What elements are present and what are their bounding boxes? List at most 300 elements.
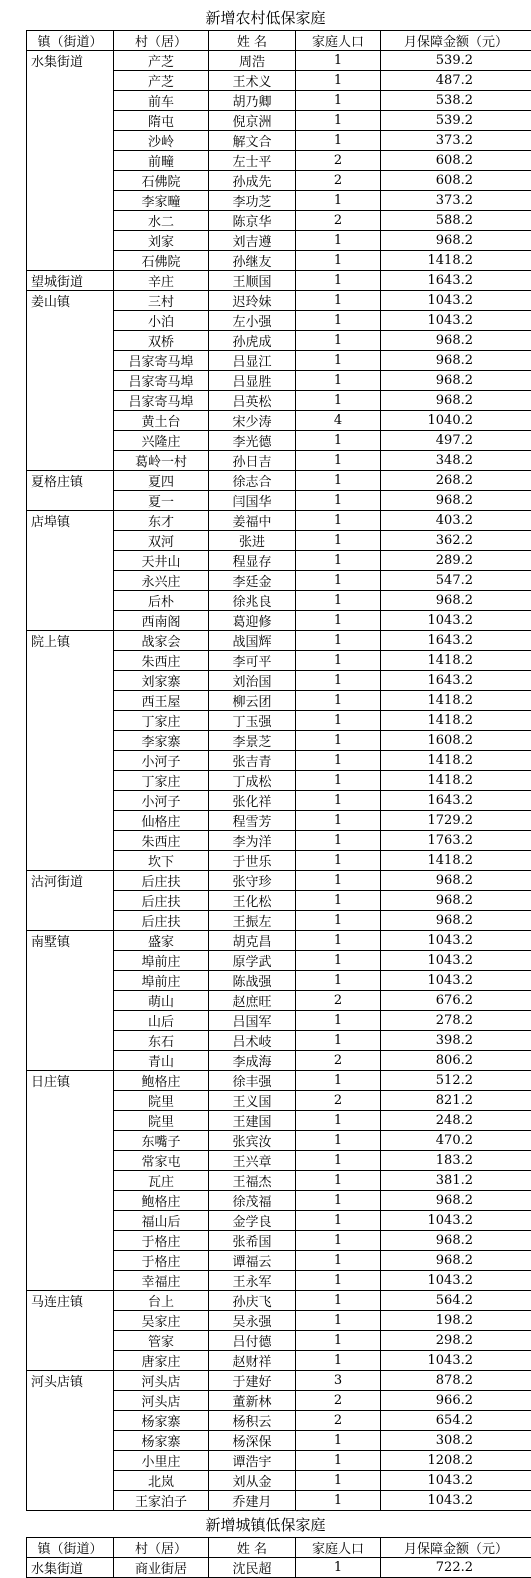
household-size-cell: 1	[296, 591, 381, 611]
monthly-amount-cell: 198.2	[381, 1311, 531, 1331]
monthly-amount-cell: 968.2	[381, 491, 531, 511]
monthly-amount-cell: 1643.2	[381, 791, 531, 811]
monthly-amount-cell: 608.2	[381, 171, 531, 191]
name-cell: 于建好	[209, 1371, 296, 1391]
village-cell: 天井山	[114, 551, 209, 571]
monthly-amount-cell: 381.2	[381, 1171, 531, 1191]
name-cell: 赵庶旺	[209, 991, 296, 1011]
village-cell: 隋屯	[114, 111, 209, 131]
monthly-amount-cell: 1043.2	[381, 1211, 531, 1231]
household-size-cell: 1	[296, 371, 381, 391]
name-cell: 董新林	[209, 1391, 296, 1411]
village-cell: 东嘴子	[114, 1131, 209, 1151]
monthly-amount-cell: 968.2	[381, 911, 531, 931]
household-size-cell: 1	[296, 1431, 381, 1451]
name-cell: 于世乐	[209, 851, 296, 871]
monthly-amount-cell: 403.2	[381, 511, 531, 531]
village-cell: 吕家寄马埠	[114, 351, 209, 371]
village-cell: 台上	[114, 1291, 209, 1311]
household-size-cell: 1	[296, 71, 381, 91]
household-size-cell: 1	[296, 971, 381, 991]
name-cell: 张希国	[209, 1231, 296, 1251]
monthly-amount-cell: 1418.2	[381, 771, 531, 791]
name-cell: 张守珍	[209, 871, 296, 891]
household-size-cell: 1	[296, 1011, 381, 1031]
table-row	[27, 471, 531, 491]
household-size-cell: 1	[296, 511, 381, 531]
urban-header-row	[27, 1538, 531, 1558]
village-cell: 沙岭	[114, 131, 209, 151]
urban-table-title: 新增城镇低保家庭	[0, 1513, 531, 1537]
monthly-amount-cell: 968.2	[381, 1191, 531, 1211]
name-cell: 丁玉强	[209, 711, 296, 731]
village-cell: 水二	[114, 211, 209, 231]
village-cell: 丁家庄	[114, 771, 209, 791]
table-row	[27, 291, 531, 311]
header-monthly-amount: 月保障金额（元）	[381, 1538, 531, 1558]
name-cell: 李光德	[209, 431, 296, 451]
household-size-cell: 1	[296, 1311, 381, 1331]
name-cell: 王化松	[209, 891, 296, 911]
village-cell: 埠前庄	[114, 951, 209, 971]
monthly-amount-cell: 968.2	[381, 591, 531, 611]
monthly-amount-cell: 1608.2	[381, 731, 531, 751]
village-cell: 管家	[114, 1331, 209, 1351]
village-cell: 丁家庄	[114, 711, 209, 731]
village-cell: 刘家寨	[114, 671, 209, 691]
village-cell: 东石	[114, 1031, 209, 1051]
monthly-amount-cell: 398.2	[381, 1031, 531, 1051]
monthly-amount-cell: 1418.2	[381, 851, 531, 871]
village-cell: 仙格庄	[114, 811, 209, 831]
name-cell: 孙日吉	[209, 451, 296, 471]
monthly-amount-cell: 821.2	[381, 1091, 531, 1111]
monthly-amount-cell: 1043.2	[381, 951, 531, 971]
village-cell: 常家屯	[114, 1151, 209, 1171]
village-cell: 萌山	[114, 991, 209, 1011]
monthly-amount-cell: 654.2	[381, 1411, 531, 1431]
header-town: 镇（街道）	[27, 1538, 114, 1558]
household-size-cell: 1	[296, 851, 381, 871]
monthly-amount-cell: 722.2	[381, 1558, 531, 1578]
household-size-cell: 1	[296, 331, 381, 351]
monthly-amount-cell: 1043.2	[381, 971, 531, 991]
name-cell: 左士平	[209, 151, 296, 171]
monthly-amount-cell: 278.2	[381, 1011, 531, 1031]
village-cell: 埠前庄	[114, 971, 209, 991]
household-size-cell: 1	[296, 911, 381, 931]
table-row	[27, 931, 531, 951]
village-cell: 永兴庄	[114, 571, 209, 591]
household-size-cell: 1	[296, 1351, 381, 1371]
monthly-amount-cell: 547.2	[381, 571, 531, 591]
name-cell: 乔建月	[209, 1491, 296, 1511]
name-cell: 吕国军	[209, 1011, 296, 1031]
household-size-cell: 3	[296, 1371, 381, 1391]
town-cell: 河头店镇	[27, 1371, 114, 1511]
town-cell: 日庄镇	[27, 1071, 114, 1291]
name-cell: 张化祥	[209, 791, 296, 811]
household-size-cell: 1	[296, 1211, 381, 1231]
village-cell: 战家会	[114, 631, 209, 651]
household-size-cell: 1	[296, 91, 381, 111]
household-size-cell: 1	[296, 1071, 381, 1091]
village-cell: 刘家	[114, 231, 209, 251]
monthly-amount-cell: 968.2	[381, 231, 531, 251]
monthly-amount-cell: 1043.2	[381, 611, 531, 631]
table-row	[27, 271, 531, 291]
household-size-cell: 2	[296, 171, 381, 191]
village-cell: 黄土台	[114, 411, 209, 431]
household-size-cell: 1	[296, 311, 381, 331]
header-household-size: 家庭人口	[296, 1538, 381, 1558]
name-cell: 李可平	[209, 651, 296, 671]
village-cell: 后庄扶	[114, 911, 209, 931]
village-cell: 于格庄	[114, 1251, 209, 1271]
household-size-cell: 2	[296, 211, 381, 231]
name-cell: 葛迎修	[209, 611, 296, 631]
village-cell: 小里庄	[114, 1451, 209, 1471]
village-cell: 后庄扶	[114, 891, 209, 911]
monthly-amount-cell: 1763.2	[381, 831, 531, 851]
name-cell: 柳云团	[209, 691, 296, 711]
name-cell: 李成海	[209, 1051, 296, 1071]
table-row	[27, 1291, 531, 1311]
village-cell: 盛家	[114, 931, 209, 951]
monthly-amount-cell: 1043.2	[381, 311, 531, 331]
village-cell: 双桥	[114, 331, 209, 351]
name-cell: 王兴章	[209, 1151, 296, 1171]
monthly-amount-cell: 1043.2	[381, 1271, 531, 1291]
town-cell: 马连庄镇	[27, 1291, 114, 1371]
name-cell: 姜福中	[209, 511, 296, 531]
village-cell: 吕家寄马埠	[114, 371, 209, 391]
name-cell: 程雪芳	[209, 811, 296, 831]
monthly-amount-cell: 308.2	[381, 1431, 531, 1451]
name-cell: 杨深保	[209, 1431, 296, 1451]
name-cell: 胡克昌	[209, 931, 296, 951]
name-cell: 陈京华	[209, 211, 296, 231]
village-cell: 李家寨	[114, 731, 209, 751]
monthly-amount-cell: 968.2	[381, 331, 531, 351]
town-cell: 望城街道	[27, 271, 114, 291]
monthly-amount-cell: 539.2	[381, 111, 531, 131]
household-size-cell: 1	[296, 1251, 381, 1271]
household-size-cell: 1	[296, 731, 381, 751]
monthly-amount-cell: 968.2	[381, 391, 531, 411]
household-size-cell: 1	[296, 951, 381, 971]
table-row	[27, 1558, 531, 1578]
monthly-amount-cell: 1043.2	[381, 1491, 531, 1511]
household-size-cell: 1	[296, 871, 381, 891]
household-size-cell: 1	[296, 451, 381, 471]
village-cell: 商业街居	[114, 1558, 209, 1578]
name-cell: 迟玲妹	[209, 291, 296, 311]
village-cell: 双河	[114, 531, 209, 551]
header-monthly-amount: 月保障金额（元）	[381, 31, 531, 51]
monthly-amount-cell: 878.2	[381, 1371, 531, 1391]
monthly-amount-cell: 968.2	[381, 871, 531, 891]
village-cell: 北岚	[114, 1471, 209, 1491]
household-size-cell: 1	[296, 891, 381, 911]
name-cell: 吴永强	[209, 1311, 296, 1331]
village-cell: 幸福庄	[114, 1271, 209, 1291]
monthly-amount-cell: 968.2	[381, 351, 531, 371]
village-cell: 西王屋	[114, 691, 209, 711]
household-size-cell: 1	[296, 471, 381, 491]
table-row	[27, 1371, 531, 1391]
monthly-amount-cell: 966.2	[381, 1391, 531, 1411]
monthly-amount-cell: 470.2	[381, 1131, 531, 1151]
household-size-cell: 1	[296, 251, 381, 271]
monthly-amount-cell: 348.2	[381, 451, 531, 471]
monthly-amount-cell: 539.2	[381, 51, 531, 71]
village-cell: 前疃	[114, 151, 209, 171]
village-cell: 李家疃	[114, 191, 209, 211]
village-cell: 吕家寄马埠	[114, 391, 209, 411]
village-cell: 河头店	[114, 1371, 209, 1391]
name-cell: 吕术岐	[209, 1031, 296, 1051]
header-name: 姓 名	[209, 31, 296, 51]
household-size-cell: 1	[296, 1171, 381, 1191]
name-cell: 刘从金	[209, 1471, 296, 1491]
monthly-amount-cell: 1208.2	[381, 1451, 531, 1471]
household-size-cell: 1	[296, 711, 381, 731]
monthly-amount-cell: 608.2	[381, 151, 531, 171]
rural-low-income-table	[26, 30, 531, 1511]
village-cell: 小河子	[114, 791, 209, 811]
household-size-cell: 1	[296, 431, 381, 451]
household-size-cell: 1	[296, 811, 381, 831]
name-cell: 赵财祥	[209, 1351, 296, 1371]
household-size-cell: 1	[296, 51, 381, 71]
village-cell: 吴家庄	[114, 1311, 209, 1331]
name-cell: 刘吉遵	[209, 231, 296, 251]
monthly-amount-cell: 1418.2	[381, 711, 531, 731]
rural-header-row	[27, 31, 531, 51]
name-cell: 王福杰	[209, 1171, 296, 1191]
name-cell: 李廷金	[209, 571, 296, 591]
name-cell: 吕付德	[209, 1331, 296, 1351]
village-cell: 朱西庄	[114, 831, 209, 851]
name-cell: 孙虎成	[209, 331, 296, 351]
name-cell: 程显存	[209, 551, 296, 571]
household-size-cell: 1	[296, 1191, 381, 1211]
monthly-amount-cell: 564.2	[381, 1291, 531, 1311]
village-cell: 产芝	[114, 51, 209, 71]
name-cell: 王术义	[209, 71, 296, 91]
monthly-amount-cell: 362.2	[381, 531, 531, 551]
village-cell: 院里	[114, 1111, 209, 1131]
village-cell: 夏一	[114, 491, 209, 511]
household-size-cell: 1	[296, 1451, 381, 1471]
household-size-cell: 1	[296, 191, 381, 211]
monthly-amount-cell: 298.2	[381, 1331, 531, 1351]
monthly-amount-cell: 1418.2	[381, 251, 531, 271]
name-cell: 徐丰强	[209, 1071, 296, 1091]
monthly-amount-cell: 1643.2	[381, 271, 531, 291]
name-cell: 陈战强	[209, 971, 296, 991]
village-cell: 院里	[114, 1091, 209, 1111]
monthly-amount-cell: 1418.2	[381, 651, 531, 671]
monthly-amount-cell: 1043.2	[381, 1471, 531, 1491]
village-cell: 鲍格庄	[114, 1191, 209, 1211]
name-cell: 王永军	[209, 1271, 296, 1291]
header-name: 姓 名	[209, 1538, 296, 1558]
name-cell: 战国辉	[209, 631, 296, 651]
village-cell: 西南阁	[114, 611, 209, 631]
village-cell: 石佛院	[114, 251, 209, 271]
monthly-amount-cell: 1043.2	[381, 1351, 531, 1371]
household-size-cell: 1	[296, 1491, 381, 1511]
name-cell: 孙继友	[209, 251, 296, 271]
village-cell: 瓦庄	[114, 1171, 209, 1191]
household-size-cell: 1	[296, 931, 381, 951]
household-size-cell: 1	[296, 1331, 381, 1351]
village-cell: 后朴	[114, 591, 209, 611]
household-size-cell: 1	[296, 771, 381, 791]
header-village: 村（居）	[114, 1538, 209, 1558]
village-cell: 夏四	[114, 471, 209, 491]
monthly-amount-cell: 588.2	[381, 211, 531, 231]
monthly-amount-cell: 1040.2	[381, 411, 531, 431]
household-size-cell: 1	[296, 671, 381, 691]
monthly-amount-cell: 968.2	[381, 891, 531, 911]
village-cell: 东才	[114, 511, 209, 531]
household-size-cell: 2	[296, 1411, 381, 1431]
header-village: 村（居）	[114, 31, 209, 51]
household-size-cell: 2	[296, 991, 381, 1011]
name-cell: 谭福云	[209, 1251, 296, 1271]
name-cell: 金学良	[209, 1211, 296, 1231]
name-cell: 宋少涛	[209, 411, 296, 431]
monthly-amount-cell: 1043.2	[381, 931, 531, 951]
monthly-amount-cell: 1643.2	[381, 671, 531, 691]
monthly-amount-cell: 373.2	[381, 131, 531, 151]
monthly-amount-cell: 1729.2	[381, 811, 531, 831]
monthly-amount-cell: 373.2	[381, 191, 531, 211]
village-cell: 坎下	[114, 851, 209, 871]
table-row	[27, 631, 531, 651]
monthly-amount-cell: 512.2	[381, 1071, 531, 1091]
name-cell: 谭浩宇	[209, 1451, 296, 1471]
village-cell: 鲍格庄	[114, 1071, 209, 1091]
name-cell: 李景芝	[209, 731, 296, 751]
name-cell: 王振左	[209, 911, 296, 931]
household-size-cell: 1	[296, 1031, 381, 1051]
household-size-cell: 1	[296, 1471, 381, 1491]
name-cell: 徐茂福	[209, 1191, 296, 1211]
village-cell: 杨家寨	[114, 1411, 209, 1431]
village-cell: 兴隆庄	[114, 431, 209, 451]
urban-low-income-table	[26, 1537, 531, 1578]
household-size-cell: 2	[296, 1051, 381, 1071]
name-cell: 徐兆良	[209, 591, 296, 611]
household-size-cell: 4	[296, 411, 381, 431]
name-cell: 王义国	[209, 1091, 296, 1111]
name-cell: 周浩	[209, 51, 296, 71]
household-size-cell: 1	[296, 1231, 381, 1251]
village-cell: 河头店	[114, 1391, 209, 1411]
household-size-cell: 1	[296, 831, 381, 851]
town-cell: 姜山镇	[27, 291, 114, 471]
table-row	[27, 1071, 531, 1091]
name-cell: 解文合	[209, 131, 296, 151]
household-size-cell: 1	[296, 1271, 381, 1291]
household-size-cell: 1	[296, 1111, 381, 1131]
village-cell: 前车	[114, 91, 209, 111]
village-cell: 朱西庄	[114, 651, 209, 671]
name-cell: 徐志合	[209, 471, 296, 491]
monthly-amount-cell: 968.2	[381, 371, 531, 391]
name-cell: 张吉青	[209, 751, 296, 771]
monthly-amount-cell: 968.2	[381, 1231, 531, 1251]
household-size-cell: 1	[296, 691, 381, 711]
village-cell: 小泊	[114, 311, 209, 331]
household-size-cell: 1	[296, 611, 381, 631]
village-cell: 产芝	[114, 71, 209, 91]
village-cell: 青山	[114, 1051, 209, 1071]
name-cell: 吕英松	[209, 391, 296, 411]
monthly-amount-cell: 183.2	[381, 1151, 531, 1171]
village-cell: 小河子	[114, 751, 209, 771]
household-size-cell: 1	[296, 651, 381, 671]
name-cell: 王建国	[209, 1111, 296, 1131]
name-cell: 李功芝	[209, 191, 296, 211]
village-cell: 福山后	[114, 1211, 209, 1231]
monthly-amount-cell: 487.2	[381, 71, 531, 91]
monthly-amount-cell: 268.2	[381, 471, 531, 491]
household-size-cell: 1	[296, 131, 381, 151]
household-size-cell: 1	[296, 1558, 381, 1578]
name-cell: 刘治国	[209, 671, 296, 691]
name-cell: 沈民超	[209, 1558, 296, 1578]
village-cell: 杨家寨	[114, 1431, 209, 1451]
monthly-amount-cell: 289.2	[381, 551, 531, 571]
name-cell: 原学武	[209, 951, 296, 971]
village-cell: 王家泊子	[114, 1491, 209, 1511]
name-cell: 倪京洲	[209, 111, 296, 131]
household-size-cell: 1	[296, 571, 381, 591]
household-size-cell: 1	[296, 491, 381, 511]
household-size-cell: 1	[296, 291, 381, 311]
village-cell: 葛岭一村	[114, 451, 209, 471]
town-cell: 南墅镇	[27, 931, 114, 1071]
monthly-amount-cell: 1043.2	[381, 291, 531, 311]
household-size-cell: 1	[296, 231, 381, 251]
monthly-amount-cell: 1418.2	[381, 691, 531, 711]
name-cell: 闫国华	[209, 491, 296, 511]
household-size-cell: 1	[296, 1131, 381, 1151]
monthly-amount-cell: 676.2	[381, 991, 531, 1011]
name-cell: 孙成先	[209, 171, 296, 191]
village-cell: 后庄扶	[114, 871, 209, 891]
village-cell: 石佛院	[114, 171, 209, 191]
monthly-amount-cell: 806.2	[381, 1051, 531, 1071]
town-cell: 沽河街道	[27, 871, 114, 931]
household-size-cell: 1	[296, 551, 381, 571]
name-cell: 王顺国	[209, 271, 296, 291]
town-cell: 水集街道	[27, 1558, 114, 1578]
town-cell: 水集街道	[27, 51, 114, 271]
name-cell: 李为洋	[209, 831, 296, 851]
household-size-cell: 1	[296, 1291, 381, 1311]
name-cell: 胡乃卿	[209, 91, 296, 111]
household-size-cell: 2	[296, 1091, 381, 1111]
header-household-size: 家庭人口	[296, 31, 381, 51]
name-cell: 张宾汝	[209, 1131, 296, 1151]
monthly-amount-cell: 1643.2	[381, 631, 531, 651]
